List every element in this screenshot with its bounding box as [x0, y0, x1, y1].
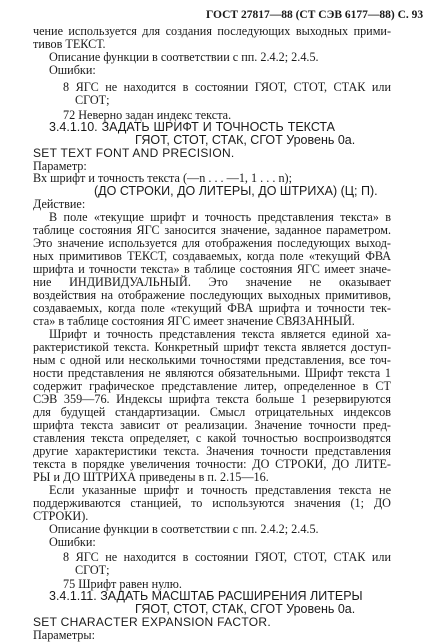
text-line: поддерживаются станцией, то используются значения (1; ДО — [33, 496, 391, 510]
error-item: 72 Неверно задан индекс текста. — [63, 108, 232, 122]
text-line: СТРОКИ). — [33, 509, 89, 523]
text-line: ставления текста определяет, с какой точностью воспроизводятся — [33, 431, 391, 445]
text-line: ста» в таблице состояния ЯГС имеет значение СВЯЗАННЫЙ. — [33, 314, 355, 328]
error-item: 75 Шрифт равен нулю. — [63, 577, 182, 591]
parameter-line: Вх шрифт и точность текста (—n . . . —1, 1 . . . n); — [33, 171, 292, 185]
section-heading: 3.4.1.10. ЗАДАТЬ ШРИФТ И ТОЧНОСТЬ ТЕКСТА — [49, 120, 335, 134]
parameter-values: (ДО СТРОКИ, ДО ЛИТЕРЫ, ДО ШТРИХА) (Ц; П). — [94, 184, 378, 198]
text-line: текста в порядке увеличения точности: ДО СТРОКИ, ДО ЛИТЕ- — [33, 457, 391, 471]
text-line: ных примитивов ТЕКСТ, создаваемых, когда поле «текущий ФВА — [33, 249, 391, 263]
text-line: ным с одной или несколькими точностями представления, все точ- — [33, 353, 391, 367]
text-line: для будущей стандартизации. Смысл отрицательных индексов — [33, 405, 391, 419]
text-line: воздействия на отображение последующих выходных примитивов, — [33, 288, 391, 302]
running-header: ГОСТ 27817—88 (СТ СЭВ 6177—88) С. 93 — [206, 9, 424, 21]
section-states-level: ГЯОТ, СТОТ, СТАК, СГОТ Уровень 0а. — [135, 133, 356, 147]
text-line: шрифта текста зависит от реализации. Значение точности пред- — [33, 418, 391, 432]
error-item: 8 ЯГС не находится в состоянии ГЯОТ, СТОТ, СТАК или — [63, 80, 391, 94]
text-line: Шрифт и точность представления текста является единой ха- — [49, 327, 391, 341]
error-item: 8 ЯГС не находится в состоянии ГЯОТ, СТОТ, СТАК или — [63, 550, 391, 564]
section-heading: 3.4.1.11. ЗАДАТЬ МАСШТАБ РАСШИРЕНИЯ ЛИТЕРЫ — [49, 589, 363, 603]
text-line: Описание функции в соответствии с пп. 2.4.2; 2.4.5. — [49, 522, 319, 536]
text-line: ности представления не являются обязательными. Шрифт текста 1 — [33, 366, 391, 380]
text-line: Ошибки: — [49, 63, 96, 77]
text-line: тивов ТЕКСТ. — [33, 37, 106, 51]
text-line: СЭВ 359—76. Индексы шрифта текста больше 1 резервируются — [33, 392, 391, 406]
section-states-level: ГЯОТ, СТОТ, СТАК, СГОТ Уровень 0а. — [135, 602, 356, 616]
function-name-en: SET CHARACTER EXPANSION FACTOR. — [33, 615, 272, 629]
text-line: таблице состояния ЯГС заносится значение, заданное параметром. — [33, 223, 391, 237]
text-line: чение используется для создания последующих выходных прими- — [33, 24, 391, 38]
text-line: создаваемых, когда поле «текущий ФВА шрифта и точности тек- — [33, 301, 391, 315]
text-line: шрифта и точности текста» в таблице состояния ЯГС имеет значе- — [33, 262, 391, 276]
text-line: Ошибки: — [49, 535, 96, 549]
function-name-en: SET TEXT FONT AND PRECISION. — [33, 146, 235, 160]
text-line: Это значение используется для отображения последующих выход- — [33, 236, 391, 250]
text-line: ние ИНДИВИДУАЛЬНЫЙ. Это значение не оказывает — [33, 275, 391, 289]
error-item-cont: СГОТ; — [75, 93, 110, 107]
text-line: рактеристикой текста. Конкретный шрифт текста является доступ- — [33, 340, 391, 354]
text-line: Параметр: — [33, 159, 87, 173]
text-line: РЫ и ДО ШТРИХА приведены в п. 2.15—16. — [33, 470, 269, 484]
text-line: Описание функции в соответствии с пп. 2.4.2; 2.4.5. — [49, 50, 319, 64]
text-line: содержит графическое представление литер, определенное в СТ — [33, 379, 391, 393]
text-line: В поле «текущие шрифт и точность представления текста» в — [49, 210, 391, 224]
text-line: Параметры: — [33, 628, 95, 642]
text-line: другие характеристики текста. Значения точности представления — [33, 444, 391, 458]
text-line: Если указанные шрифт и точность представления текста не — [49, 483, 391, 497]
text-line: Действие: — [33, 197, 86, 211]
error-item-cont: СГОТ; — [75, 563, 110, 577]
